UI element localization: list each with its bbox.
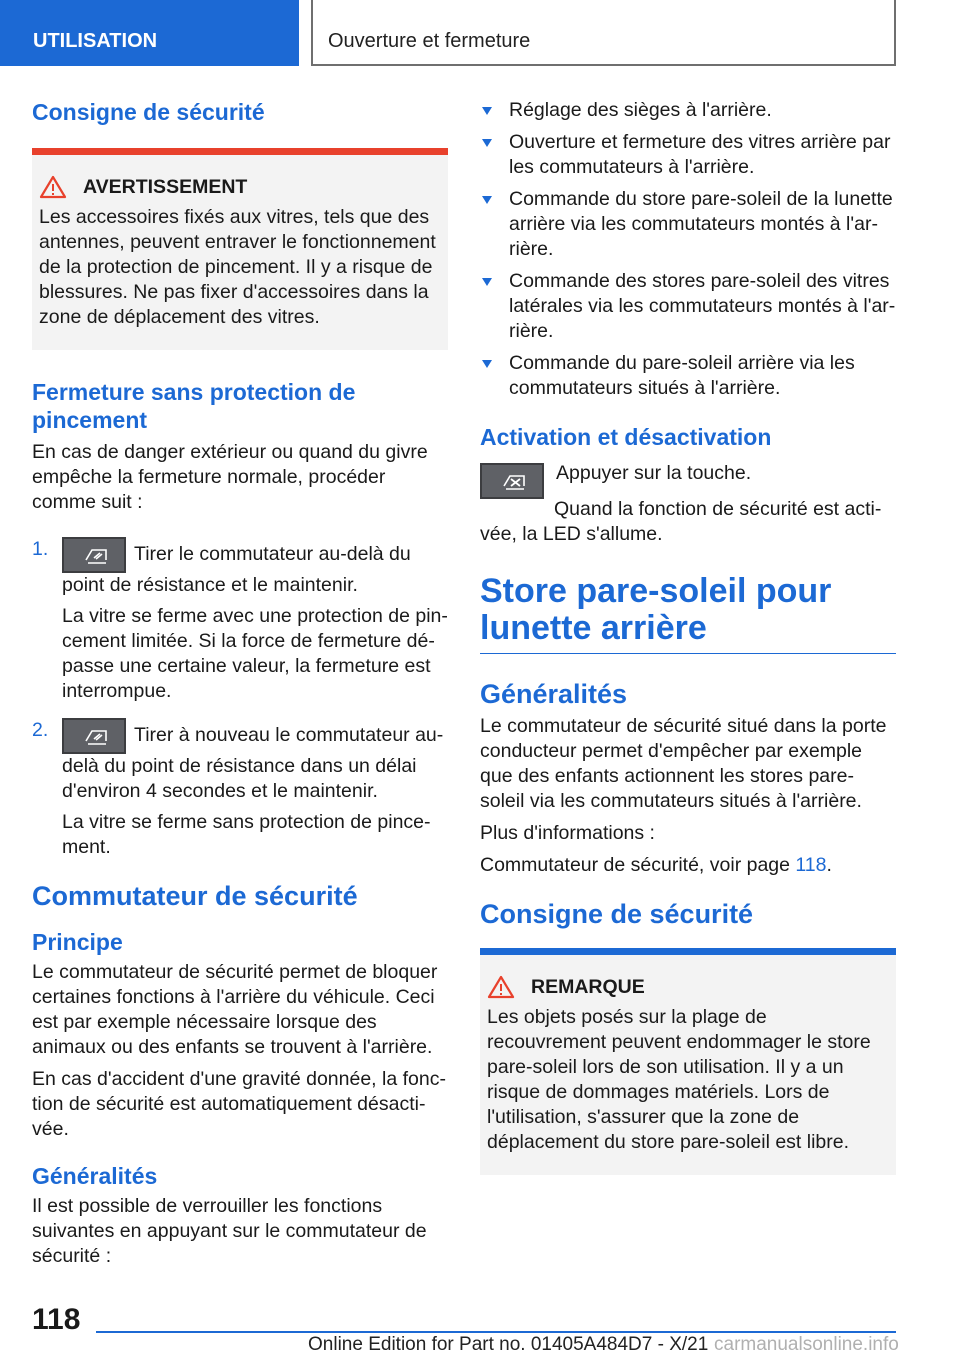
warning-label: AVERTISSEMENT bbox=[83, 175, 248, 198]
notice-text: Les objets posés sur la plage de recouvrement peuvent endommager le store pare-soleil lors de son utilisation. Il y a un risque de dommages matériels. Lors de l'utilisation, s'assurer que la zone de déplacement du store pare-soleil est libre. bbox=[487, 1006, 871, 1153]
left-column bbox=[32, 98, 448, 1276]
step-text: Tirer à nouveau le commutateur au-delà du point de résistance dans un délai d'environ 4 secondes et le maintenir. bbox=[62, 718, 448, 804]
section-tab[interactable]: UTILISATION bbox=[0, 0, 299, 66]
right-column bbox=[480, 98, 896, 1175]
notice-label: REMARQUE bbox=[531, 975, 645, 998]
page-number: 118 bbox=[32, 1303, 81, 1336]
lockable-functions-list bbox=[480, 98, 896, 401]
edition-text: Online Edition for Part no. 01405A484D7 - X/21 bbox=[308, 1334, 709, 1355]
step-note: La vitre se ferme avec une protection de pincement limitée. Si la force de fermeture dépasse une certaine valeur, la fermeture est interrompue. bbox=[62, 605, 448, 702]
bullet-triangle-icon bbox=[482, 196, 492, 204]
page-header bbox=[0, 0, 960, 66]
principle-heading: Principe bbox=[32, 929, 123, 955]
warning-triangle-icon bbox=[487, 975, 515, 999]
principle-text-1: Le commutateur de sécurité permet de bloquer certaines fonctions à l'arrière du véhicule. Ceci est par exemple nécessaire lorsque des animaux ou des enfants se trouvent à l'arrière. bbox=[32, 961, 438, 1058]
page-reference: Commutateur de sécurité, voir page 118. bbox=[480, 854, 832, 876]
activation-text-2: Quand la fonction de sécurité est activée, la LED s'allume. bbox=[480, 498, 882, 545]
more-info-text: Plus d'informations : bbox=[480, 822, 655, 844]
list-item: Commande des stores pare-soleil des vitres latérales via les commutateurs montés à l'arrière. bbox=[480, 269, 896, 344]
warning-header bbox=[39, 175, 440, 199]
bullet-triangle-icon bbox=[482, 360, 492, 368]
closing-intro: En cas de danger extérieur ou quand du givre empêche la fermeture normale, procéder comme suit : bbox=[32, 441, 428, 513]
step-item bbox=[32, 537, 448, 704]
child-lock-icon bbox=[480, 463, 544, 499]
bullet-triangle-icon bbox=[482, 278, 492, 286]
window-switch-icon bbox=[62, 537, 126, 573]
list-item: Réglage des sièges à l'arrière. bbox=[480, 98, 896, 123]
footer-divider bbox=[96, 1331, 896, 1333]
bullet-triangle-icon bbox=[482, 139, 492, 147]
warning-text: Les accessoires fixés aux vitres, tels que des antennes, peuvent entraver le fonctionnement de la protection de pincement. Il y a risque de blessures. Ne pas fixer d'accessoires dans la zone de déplacement des vitres. bbox=[39, 206, 436, 328]
list-item: Commande du pare-soleil arrière via les commutateurs situés à l'arrière. bbox=[480, 351, 896, 401]
warning-triangle-icon bbox=[39, 175, 67, 199]
activation-text-1: Appuyer sur la touche. bbox=[556, 462, 752, 484]
list-item: Commande du store pare-soleil de la lunette arrière via les commutateurs montés à l'arrière. bbox=[480, 187, 896, 262]
store-heading: Store pare-soleil pour lunette arrière bbox=[480, 573, 896, 654]
general-heading: Généralités bbox=[32, 1163, 158, 1189]
step-note: La vitre se ferme sans protection de pincement. bbox=[62, 811, 431, 858]
step-text: Tirer le commutateur au-delà du point de résistance et le maintenir. bbox=[62, 537, 448, 598]
safety-heading-right: Consigne de sécurité bbox=[480, 899, 754, 929]
bullet-triangle-icon bbox=[482, 107, 492, 115]
steps-list bbox=[32, 537, 448, 860]
step-item bbox=[32, 718, 448, 860]
notice-header bbox=[487, 975, 888, 999]
closing-heading: Fermeture sans protection de pincement bbox=[32, 379, 356, 433]
notice-box bbox=[480, 948, 896, 1175]
switch-heading: Commutateur de sécurité bbox=[32, 881, 358, 911]
step-number: 2. bbox=[32, 719, 49, 741]
window-switch-icon bbox=[62, 718, 126, 754]
page-link[interactable]: 118 bbox=[795, 854, 827, 876]
gen-heading: Généralités bbox=[480, 679, 628, 709]
general-text: Il est possible de verrouiller les fonctions suivantes en appuyant sur le commutateur de sécurité : bbox=[32, 1195, 427, 1267]
list-item: Ouverture et fermeture des vitres arrière par les commutateurs à l'arrière. bbox=[480, 130, 896, 180]
activation-block bbox=[480, 461, 896, 499]
safety-heading: Consigne de sécurité bbox=[32, 99, 265, 125]
page-footer bbox=[0, 1290, 960, 1362]
step-number: 1. bbox=[32, 538, 49, 560]
warning-box bbox=[32, 148, 448, 350]
gen-text: Le commutateur de sécurité situé dans la porte conducteur permet d'empêcher par exemple que des enfants actionnent les stores pare-soleil via les commutateurs situés à l'arrière. bbox=[480, 715, 887, 812]
watermark-text: carmanualsonline.info bbox=[714, 1334, 899, 1355]
principle-text-2: En cas d'accident d'une gravité donnée, la fonction de sécurité est automatiquement désactivée. bbox=[32, 1068, 446, 1140]
activation-heading: Activation et désactivation bbox=[480, 424, 772, 450]
chapter-tab[interactable]: Ouverture et fermeture bbox=[311, 0, 896, 66]
